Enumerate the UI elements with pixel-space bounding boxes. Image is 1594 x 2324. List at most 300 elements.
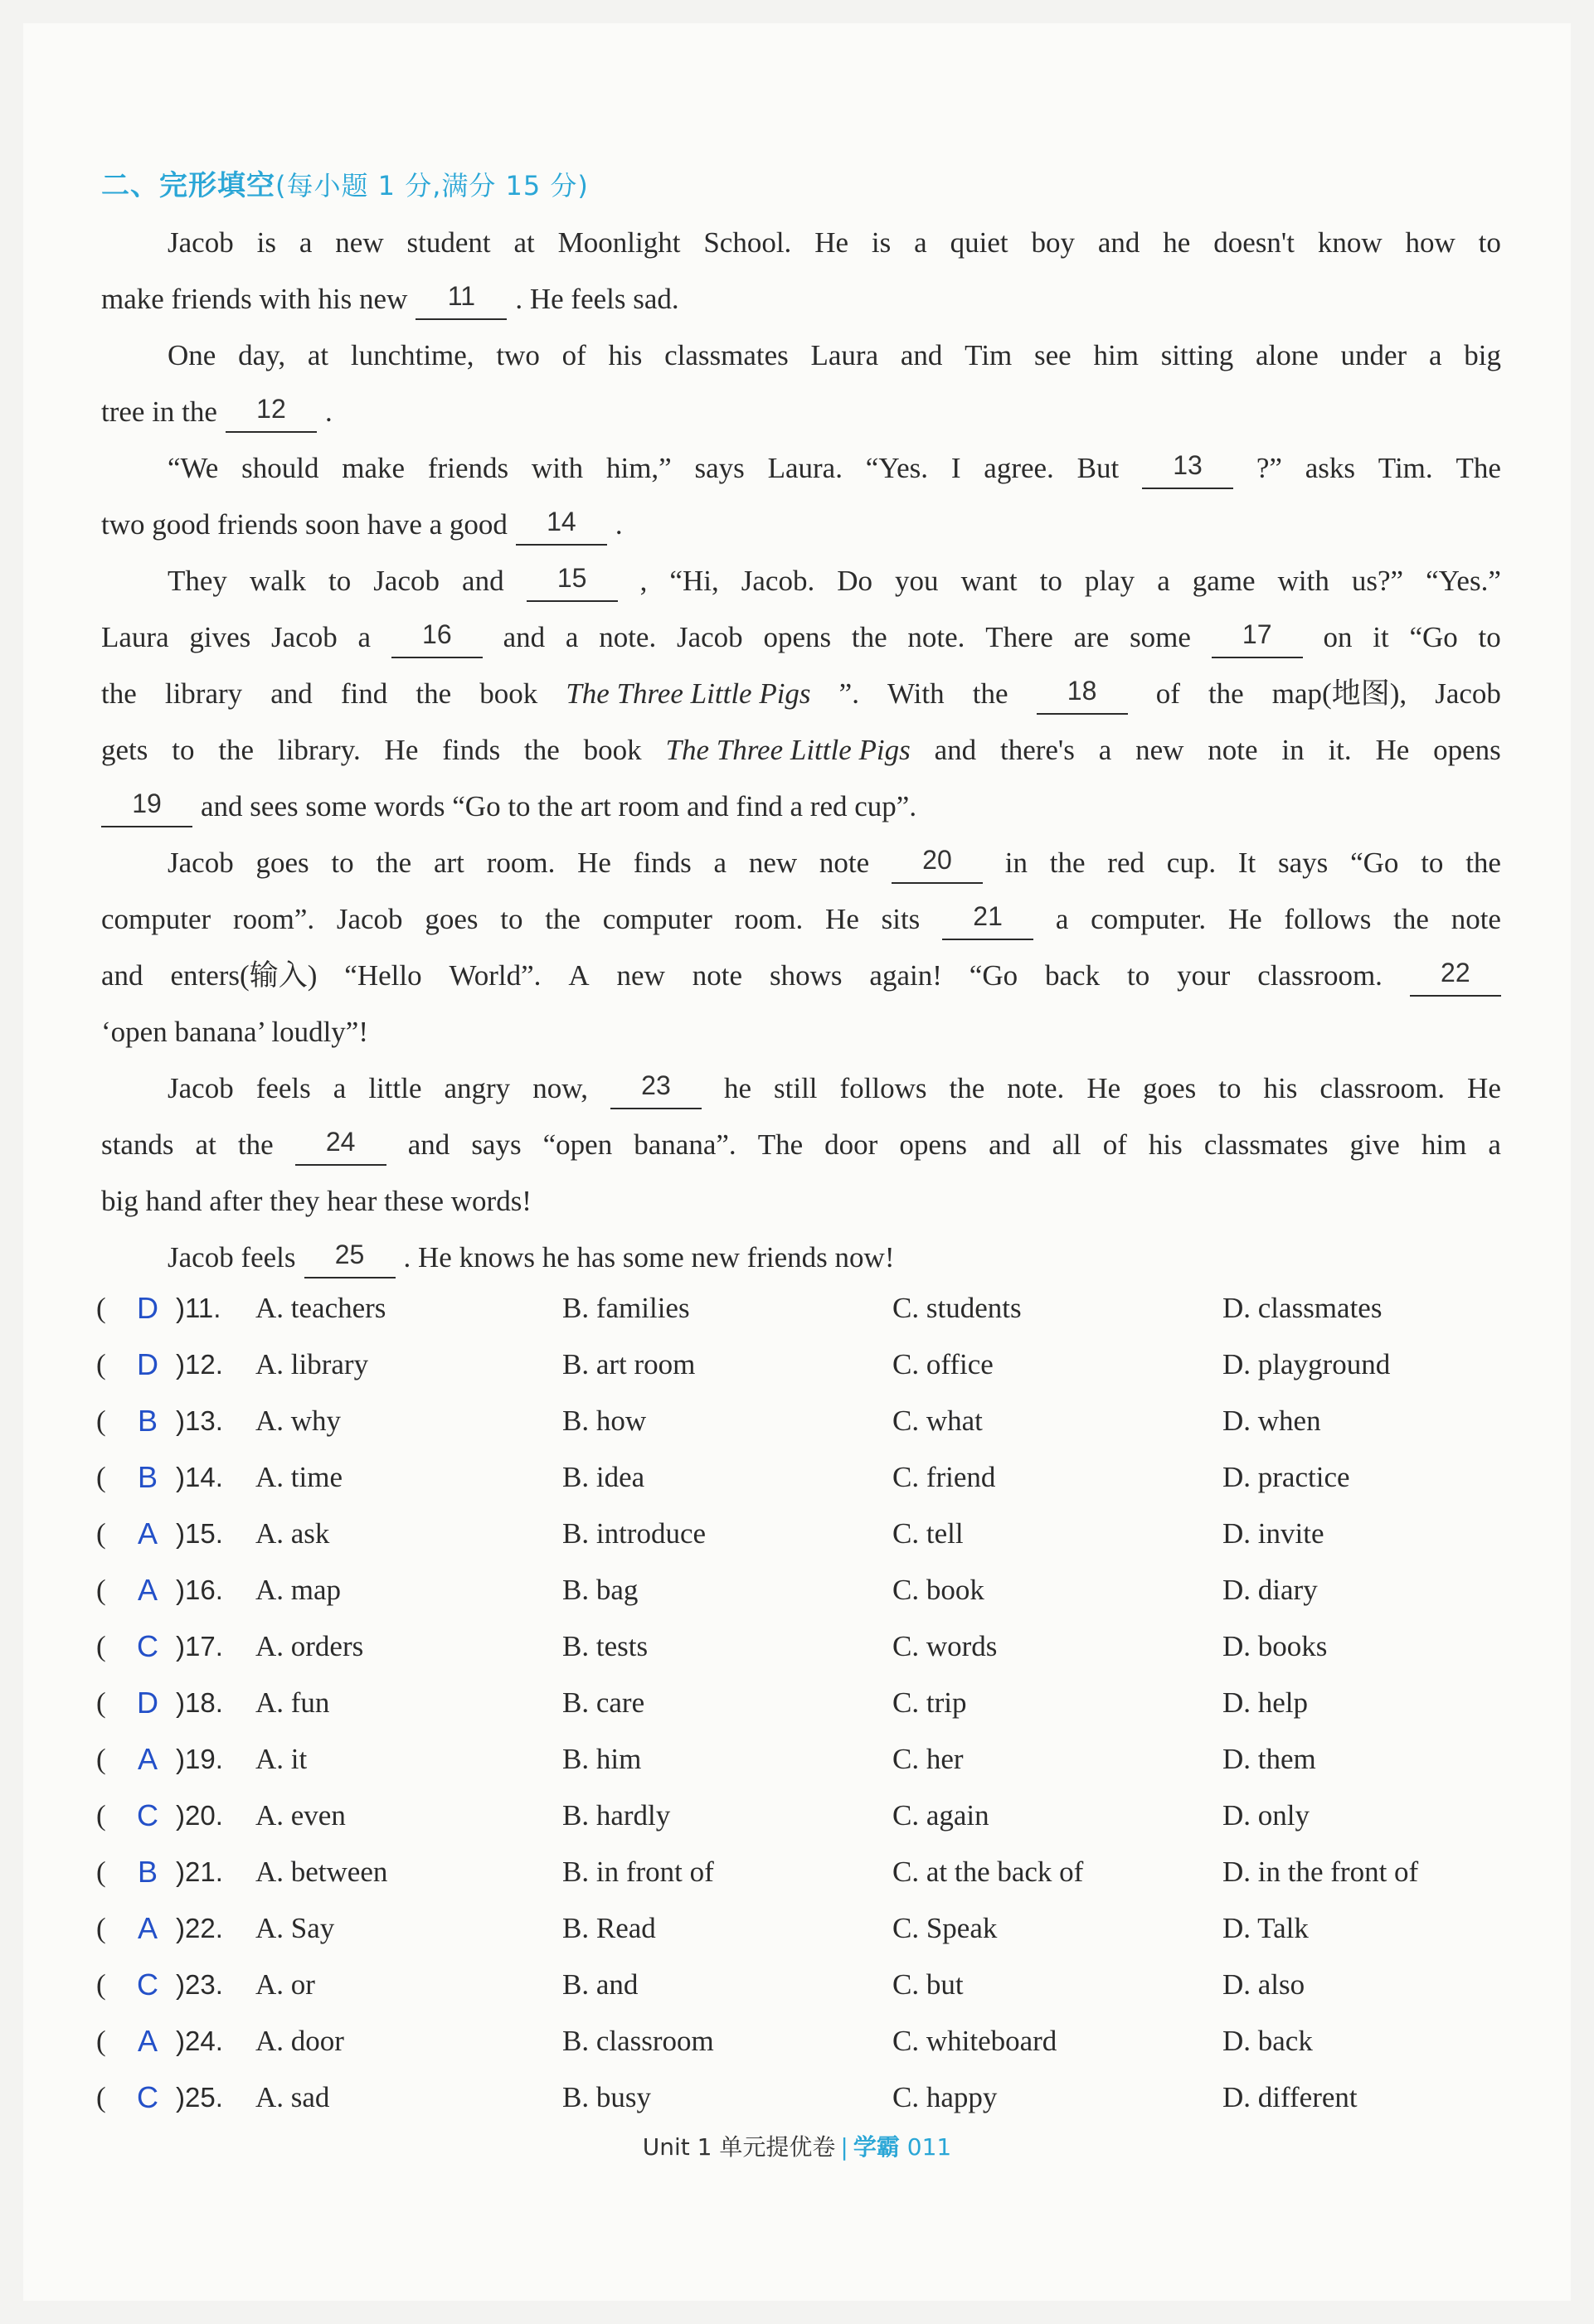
- passage-word: ,: [639, 565, 648, 597]
- option-d: D. classmates: [1222, 1292, 1383, 1324]
- passage-word: to: [1218, 1072, 1242, 1104]
- passage-word: a: [357, 621, 372, 653]
- option-c: C. trip: [892, 1686, 967, 1719]
- option-a: A. sad: [255, 2081, 330, 2113]
- passage-word: book: [479, 677, 538, 710]
- passage-word: The: [1455, 452, 1501, 484]
- passage-word: some: [1130, 621, 1191, 653]
- passage-word: But: [1076, 452, 1120, 484]
- passage-word: it.: [1328, 734, 1352, 766]
- passage-word: you: [895, 565, 939, 597]
- passage-word: Tim: [965, 339, 1013, 371]
- passage-word: says: [694, 452, 745, 484]
- passage-word: “Hi,: [669, 565, 719, 597]
- passage-word: Tim.: [1378, 452, 1433, 484]
- passage-word: to: [172, 734, 195, 766]
- passage-word: the: [237, 1128, 274, 1161]
- passage-line: [101, 1176, 1501, 1232]
- passage-word: give: [1349, 1128, 1400, 1161]
- option-b: B. families: [562, 1292, 690, 1324]
- passage-word: him: [1421, 1128, 1467, 1161]
- passage-word: goes: [425, 903, 479, 935]
- passage-word: boy: [1031, 226, 1075, 259]
- answer-mark: C: [137, 1798, 158, 1832]
- passage-word: School.: [703, 226, 792, 259]
- passage-word: doesn't: [1213, 226, 1295, 259]
- answer-paren: (: [96, 1743, 106, 1775]
- passage-word: follows: [1284, 903, 1372, 935]
- passage-word: and: [503, 621, 546, 653]
- passage-word: he: [1163, 226, 1191, 259]
- question-row: [96, 1675, 1506, 1731]
- answer-mark: A: [137, 1516, 158, 1550]
- passage-word: and: [101, 959, 143, 992]
- question-number: )12.: [176, 1349, 223, 1380]
- passage-word: the: [949, 1072, 985, 1104]
- passage-word: are: [1073, 621, 1110, 653]
- passage-word: sitting: [1160, 339, 1234, 371]
- option-d: D. only: [1222, 1799, 1310, 1832]
- answer-paren: (: [96, 1405, 106, 1437]
- cloze-blank-24: 24: [295, 1119, 386, 1166]
- passage-word: of: [1155, 677, 1180, 710]
- passage-word: computer.: [1091, 903, 1207, 935]
- answer-mark: B: [137, 1404, 158, 1438]
- passage-line: [101, 837, 1501, 894]
- passage-word: He: [1227, 903, 1262, 935]
- passage-word: big: [1464, 339, 1501, 371]
- question-row: [96, 1618, 1506, 1675]
- passage-word: us?”: [1351, 565, 1404, 597]
- question-row: [96, 1900, 1506, 1957]
- answer-paren: (: [96, 1574, 106, 1606]
- passage-line: [101, 725, 1501, 781]
- passage-word: “Go: [969, 959, 1018, 992]
- question-number: )17.: [176, 1631, 223, 1662]
- passage-word: friends: [427, 452, 509, 484]
- footer-brand: 学霸: [853, 2133, 900, 2161]
- passage-word: alone: [1255, 339, 1319, 371]
- page-footer: [0, 2129, 1594, 2162]
- answer-paren: (: [96, 1799, 106, 1832]
- passage-word: new: [616, 959, 665, 992]
- question-number: )18.: [176, 1687, 223, 1718]
- passage-word: is: [256, 226, 276, 259]
- passage-line: [101, 556, 1501, 612]
- question-number: )25.: [176, 2082, 223, 2113]
- passage-word: opens: [763, 621, 832, 653]
- passage-word: note.: [1007, 1072, 1065, 1104]
- passage-word: red: [1107, 847, 1144, 879]
- option-a: A. teachers: [255, 1292, 386, 1324]
- passage-word: room”.: [232, 903, 315, 935]
- passage-word: to: [1127, 959, 1150, 992]
- answer-mark: C: [137, 1967, 158, 2001]
- passage-word: angry: [444, 1072, 511, 1104]
- passage-word: gives: [189, 621, 251, 653]
- passage-word: see: [1034, 339, 1072, 371]
- passage-word: finds: [442, 734, 501, 766]
- passage-word: a: [333, 1072, 347, 1104]
- option-d: D. help: [1222, 1686, 1309, 1719]
- passage-word: He: [384, 734, 419, 766]
- option-d: D. in the front of: [1222, 1856, 1419, 1888]
- passage-word: your: [1177, 959, 1231, 992]
- option-b: B. busy: [562, 2081, 651, 2113]
- passage-word: with: [531, 452, 584, 484]
- passage-word: stands: [101, 1128, 174, 1161]
- answer-mark: B: [137, 1855, 158, 1889]
- question-number: )15.: [176, 1518, 223, 1549]
- passage-word: . He feels sad.: [515, 283, 679, 315]
- question-number: )21.: [176, 1856, 223, 1887]
- book-title: The Three Little Pigs: [566, 677, 811, 710]
- passage-word: two good friends soon have a good: [101, 508, 508, 541]
- option-d: D. back: [1222, 2025, 1313, 2057]
- footer-separator: |: [840, 2133, 848, 2161]
- option-a: A. time: [255, 1461, 343, 1493]
- question-number: )20.: [176, 1800, 223, 1831]
- passage-word: know: [1317, 226, 1383, 259]
- passage-word: library: [164, 677, 243, 710]
- option-d: D. when: [1222, 1405, 1321, 1437]
- passage-word: at: [307, 339, 329, 371]
- passage-word: computer: [602, 903, 712, 935]
- passage-word: a: [299, 226, 313, 259]
- passage-word: new: [335, 226, 384, 259]
- footer-unit: Unit 1 单元提优卷: [642, 2133, 836, 2161]
- passage-word: new: [748, 847, 798, 879]
- passage-word: note: [1451, 903, 1501, 935]
- option-b: B. how: [562, 1405, 647, 1437]
- option-c: C. happy: [892, 2081, 998, 2113]
- passage-word: a: [713, 847, 727, 879]
- passage-line: [101, 1007, 1501, 1063]
- passage-word: the: [851, 621, 887, 653]
- passage-word: banana”.: [634, 1128, 736, 1161]
- option-a: A. even: [255, 1799, 346, 1832]
- passage-word: goes: [1143, 1072, 1197, 1104]
- cloze-blank-19: 19: [101, 781, 192, 827]
- option-d: D. playground: [1222, 1348, 1391, 1380]
- passage-line: [101, 612, 1501, 668]
- passage-word: room.: [734, 903, 804, 935]
- passage-word: to: [331, 847, 354, 879]
- passage-word: feels: [255, 1072, 311, 1104]
- passage-word: game: [1192, 565, 1256, 597]
- passage-word: He: [577, 847, 611, 879]
- passage-word: the: [1465, 847, 1501, 879]
- option-b: B. Read: [562, 1912, 656, 1944]
- question-number: )19.: [176, 1744, 223, 1774]
- passage-word: Laura: [101, 621, 169, 653]
- passage-word: day,: [238, 339, 286, 371]
- cloze-blank-16: 16: [391, 612, 483, 658]
- passage-word: “We: [168, 452, 219, 484]
- passage-word: to: [328, 565, 352, 597]
- passage-word: ?”: [1256, 452, 1282, 484]
- passage-word: art: [433, 847, 464, 879]
- passage-line: [101, 330, 1501, 386]
- passage-line: [101, 217, 1501, 274]
- option-b: B. classroom: [562, 2025, 714, 2057]
- passage-word: the: [218, 734, 255, 766]
- passage-word: Jacob: [271, 621, 338, 653]
- passage-word: Jacob: [373, 565, 440, 597]
- option-d: D. them: [1222, 1743, 1316, 1775]
- passage-word: the: [524, 734, 560, 766]
- passage-line: [101, 499, 1501, 556]
- answer-mark: A: [137, 1911, 158, 1945]
- passage-word: Do: [837, 565, 873, 597]
- passage-word: new: [1135, 734, 1184, 766]
- option-a: A. between: [255, 1856, 388, 1888]
- answer-paren: (: [96, 1856, 106, 1888]
- passage-word: student: [406, 226, 491, 259]
- question-row: [96, 1788, 1506, 1844]
- passage-word: He: [825, 903, 859, 935]
- question-row: [96, 1506, 1506, 1562]
- passage-word: him,”: [605, 452, 672, 484]
- question-row: [96, 1731, 1506, 1788]
- passage-word: door: [824, 1128, 878, 1161]
- passage-word: it: [1373, 621, 1389, 653]
- answer-paren: (: [96, 2025, 106, 2057]
- passage-line: [101, 781, 1501, 837]
- passage-word: quiet: [950, 226, 1008, 259]
- option-c: C. her: [892, 1743, 964, 1775]
- passage-word: to: [1039, 565, 1062, 597]
- passage-word: “open: [542, 1128, 613, 1161]
- option-c: C. office: [892, 1348, 994, 1380]
- passage-line: [101, 950, 1501, 1007]
- answer-mark: D: [137, 1347, 158, 1381]
- passage-word: Jacob: [168, 226, 234, 259]
- passage-word: on: [1323, 621, 1353, 653]
- answer-paren: (: [96, 1630, 106, 1662]
- passage-line: [101, 274, 1501, 330]
- passage-word: Jacob: [676, 621, 743, 653]
- option-a: A. ask: [255, 1517, 330, 1550]
- passage-word: the: [1049, 847, 1086, 879]
- passage-word: and: [407, 1128, 450, 1161]
- passage-word: to: [500, 903, 523, 935]
- cloze-blank-15: 15: [527, 556, 618, 602]
- passage-word: With: [887, 677, 945, 710]
- cloze-blank-25: 25: [304, 1232, 396, 1278]
- passage-line: [101, 1119, 1501, 1176]
- answer-paren: (: [96, 2081, 106, 2113]
- option-d: D. practice: [1222, 1461, 1350, 1493]
- passage-word: all: [1052, 1128, 1081, 1161]
- option-a: A. or: [255, 1968, 315, 2001]
- passage-word: says: [1278, 847, 1329, 879]
- question-row: [96, 1337, 1506, 1393]
- answer-mark: A: [137, 1573, 158, 1607]
- passage-word: classmates: [664, 339, 789, 371]
- option-c: C. whiteboard: [892, 2025, 1057, 2057]
- question-row: [96, 2069, 1506, 2126]
- passage-word: is: [871, 226, 892, 259]
- passage-word: He: [1375, 734, 1410, 766]
- passage-word: of: [561, 339, 586, 371]
- passage-word: goes: [255, 847, 309, 879]
- answer-paren: (: [96, 1968, 106, 2001]
- passage-word: ”.: [838, 677, 859, 710]
- question-number: )13.: [176, 1405, 223, 1436]
- passage-word: shows: [769, 959, 843, 992]
- passage-word: the: [376, 847, 412, 879]
- question-number: )16.: [176, 1574, 223, 1605]
- passage-word: find: [340, 677, 388, 710]
- passage-word: asks: [1305, 452, 1355, 484]
- passage-word: make: [342, 452, 406, 484]
- option-a: A. fun: [255, 1686, 330, 1719]
- option-d: D. also: [1222, 1968, 1305, 2001]
- passage-word: cup.: [1166, 847, 1217, 879]
- option-c: C. Speak: [892, 1912, 998, 1944]
- passage-word: and: [934, 734, 977, 766]
- answer-paren: (: [96, 1292, 106, 1324]
- passage-word: his: [608, 339, 643, 371]
- cloze-blank-21: 21: [942, 894, 1033, 940]
- cloze-blank-13: 13: [1142, 443, 1233, 489]
- question-row: [96, 1844, 1506, 1900]
- passage-word: “Hello: [344, 959, 422, 992]
- answer-mark: A: [137, 1742, 158, 1776]
- passage-word: Jacob: [336, 903, 403, 935]
- passage-word: Laura.: [767, 452, 843, 484]
- passage-word: finds: [633, 847, 692, 879]
- option-a: A. map: [255, 1574, 342, 1606]
- passage-word: World”.: [449, 959, 542, 992]
- passage-word: “Go: [1350, 847, 1399, 879]
- passage-word: Jacob: [168, 1072, 234, 1104]
- option-c: C. words: [892, 1630, 998, 1662]
- cloze-blank-11: 11: [416, 274, 507, 320]
- section-title: [101, 163, 589, 203]
- passage-word: opens: [1433, 734, 1501, 766]
- passage-word: classroom.: [1319, 1072, 1446, 1104]
- option-b: B. art room: [562, 1348, 696, 1380]
- passage-word: again!: [869, 959, 942, 992]
- passage-word: a: [1157, 565, 1170, 597]
- option-c: C. at the back of: [892, 1856, 1084, 1888]
- passage-word: and: [900, 339, 943, 371]
- passage-word: a: [1055, 903, 1069, 935]
- passage-word: He: [814, 226, 849, 259]
- passage-word: “Go: [1409, 621, 1458, 653]
- passage-word: his: [1148, 1128, 1183, 1161]
- passage-line: [101, 386, 1501, 443]
- passage-line: [101, 443, 1501, 499]
- passage-word: to: [1478, 226, 1501, 259]
- cloze-blank-17: 17: [1212, 612, 1303, 658]
- passage-line: [101, 1063, 1501, 1119]
- passage-word: Jacob.: [741, 565, 815, 597]
- passage-word: of: [1102, 1128, 1127, 1161]
- answer-mark: B: [137, 1460, 158, 1494]
- passage-word: “Yes.”: [1426, 565, 1501, 597]
- passage-word: to: [1478, 621, 1501, 653]
- question-row: [96, 1957, 1506, 2013]
- passage-word: at: [513, 226, 535, 259]
- passage-word: there's: [999, 734, 1075, 766]
- passage-word: with: [1277, 565, 1329, 597]
- option-b: B. him: [562, 1743, 642, 1775]
- passage-word: enters(输入): [170, 959, 318, 992]
- passage-word: play: [1084, 565, 1135, 597]
- option-a: A. Say: [255, 1912, 335, 1944]
- passage-word: little: [368, 1072, 422, 1104]
- answer-paren: (: [96, 1686, 106, 1719]
- passage-word: still: [774, 1072, 818, 1104]
- question-list: [96, 1280, 1506, 2126]
- section-scoring-note: (每小题 1 分,满分 15 分): [275, 170, 589, 201]
- question-number: )23.: [176, 1969, 223, 2000]
- passage-word: A: [568, 959, 590, 992]
- passage-word: sits: [881, 903, 921, 935]
- passage-word: gets: [101, 734, 148, 766]
- option-d: D. diary: [1222, 1574, 1318, 1606]
- passage-word: under: [1340, 339, 1407, 371]
- passage-word: .: [324, 395, 333, 428]
- passage-word: and: [270, 677, 313, 710]
- question-row: [96, 1280, 1506, 1337]
- passage-word: a: [1098, 734, 1112, 766]
- option-b: B. tests: [562, 1630, 649, 1662]
- footer-page-number: 011: [906, 2133, 952, 2161]
- passage-word: .: [615, 508, 623, 541]
- passage-word: in: [1281, 734, 1305, 766]
- passage-word: note.: [907, 621, 965, 653]
- cloze-blank-20: 20: [892, 837, 983, 884]
- book-title: The Three Little Pigs: [665, 734, 911, 766]
- question-number: )11.: [176, 1293, 221, 1323]
- passage-word: note.: [599, 621, 657, 653]
- option-b: B. in front of: [562, 1856, 714, 1888]
- option-b: B. hardly: [562, 1799, 671, 1832]
- passage-word: and: [1097, 226, 1140, 259]
- option-c: C. book: [892, 1574, 984, 1606]
- passage-word: a: [914, 226, 927, 259]
- option-d: D. books: [1222, 1630, 1328, 1662]
- option-c: C. students: [892, 1292, 1022, 1324]
- passage-word: his: [1263, 1072, 1298, 1104]
- option-c: C. but: [892, 1968, 964, 2001]
- passage-word: says: [471, 1128, 522, 1161]
- passage-word: He: [1467, 1072, 1501, 1104]
- answer-mark: C: [137, 2080, 158, 2114]
- cloze-blank-18: 18: [1037, 668, 1128, 715]
- passage-word: The: [757, 1128, 804, 1161]
- section-heading: 二、完形填空: [101, 169, 275, 202]
- passage-word: computer: [101, 903, 211, 935]
- passage-word: a: [1428, 339, 1442, 371]
- passage-word: back: [1045, 959, 1101, 992]
- answer-mark: D: [137, 1686, 158, 1720]
- passage-word: Jacob: [1435, 677, 1501, 710]
- option-c: C. tell: [892, 1517, 964, 1550]
- passage-word: want: [960, 565, 1018, 597]
- passage-word: now,: [532, 1072, 588, 1104]
- question-row: [96, 2013, 1506, 2069]
- passage-word: him: [1093, 339, 1139, 371]
- option-b: B. care: [562, 1686, 645, 1719]
- passage-word: should: [241, 452, 319, 484]
- passage-word: and: [462, 565, 504, 597]
- passage-word: tree in the: [101, 395, 217, 428]
